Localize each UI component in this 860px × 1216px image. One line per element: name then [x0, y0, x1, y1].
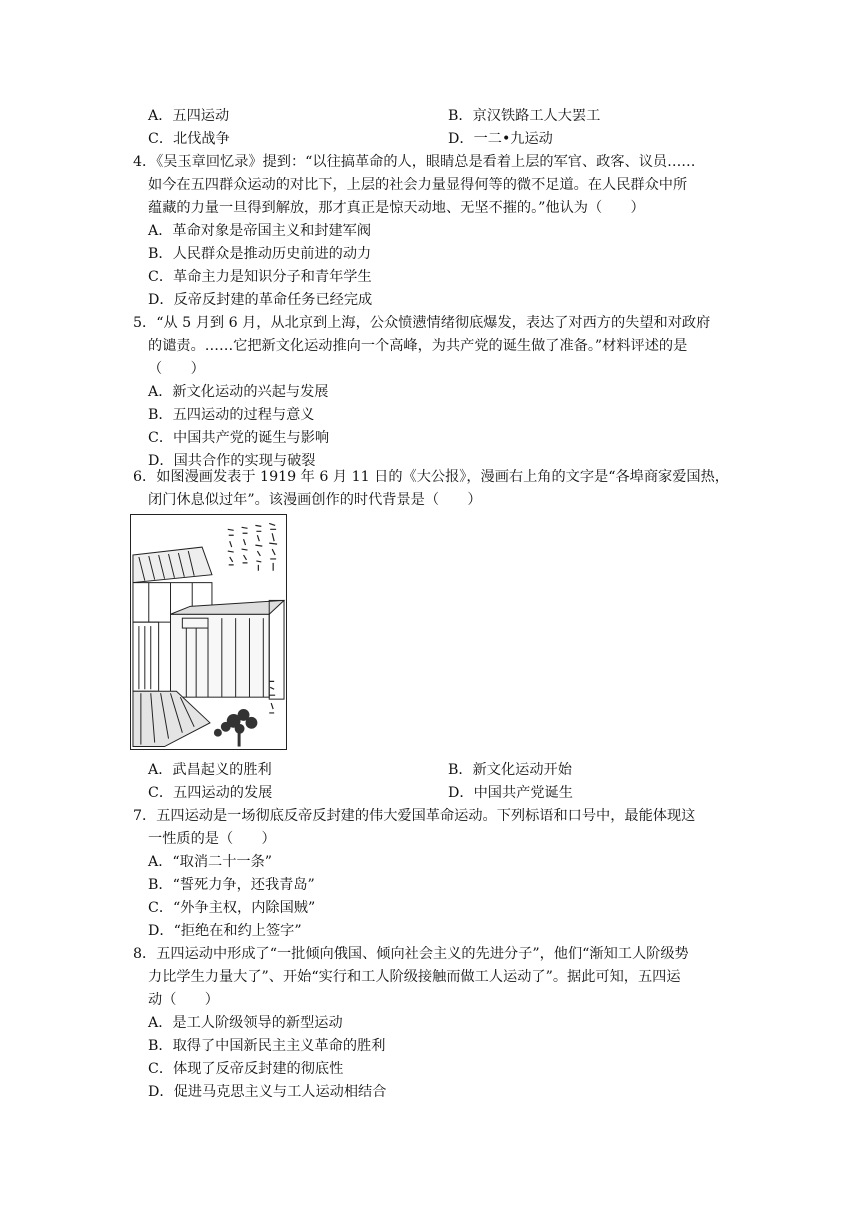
q3-option-b[interactable]: B．京汉铁路工人大罢工: [448, 108, 601, 124]
q6-option-a[interactable]: A．武昌起义的胜利: [148, 762, 272, 778]
q3-option-c[interactable]: C．北伐战争: [148, 131, 230, 147]
q5-stem-line-3: （ ）: [148, 361, 205, 377]
q3-option-d[interactable]: D．一二•九运动: [448, 131, 553, 147]
cartoon-image: [130, 514, 287, 750]
q7-option-c[interactable]: C．“外争主权，内除国贼”: [148, 900, 316, 916]
q5-option-d[interactable]: D．国共合作的实现与破裂: [148, 453, 316, 469]
q4-stem-line-2: 如今在五四群众运动的对比下，上层的社会力量显得何等的微不足道。在人民群众中所: [148, 177, 688, 193]
q7-option-d[interactable]: D．“拒绝在和约上签字”: [148, 923, 302, 939]
q4-stem-line-3: 蕴藏的力量一旦得到解放，那才真正是惊天动地、无坚不摧的。”他认为（ ）: [148, 200, 645, 216]
q4-option-c[interactable]: C．革命主力是知识分子和青年学生: [148, 269, 372, 285]
q8-option-c[interactable]: C．体现了反帝反封建的彻底性: [148, 1061, 344, 1077]
q5-option-b[interactable]: B．五四运动的过程与意义: [148, 407, 315, 423]
q8-stem-line-3: 动（ ）: [148, 992, 219, 1008]
q8-stem-line-1: 8．五四运动中形成了“一批倾向俄国、倾向社会主义的先进分子”，他们“渐知工人阶级势: [133, 946, 689, 962]
q5-option-a[interactable]: A．新文化运动的兴起与发展: [148, 384, 329, 400]
q7-stem-line-1: 7．五四运动是一场彻底反帝反封建的伟大爱国革命运动。下列标语和口号中，最能体现这: [133, 808, 696, 824]
q6-option-c[interactable]: C．五四运动的发展: [148, 785, 273, 801]
cartoon-drawing: [131, 515, 286, 749]
q4-stem-line-1: 4．《吴玉章回忆录》提到：“以往搞革命的人，眼睛总是看着上层的军官、政客、议员……: [133, 154, 696, 170]
q3-option-a[interactable]: A．五四运动: [148, 108, 230, 124]
q4-option-b[interactable]: B．人民群众是推动历史前进的动力: [148, 246, 372, 262]
q7-option-a[interactable]: A．“取消二十一条”: [148, 854, 273, 870]
q4-option-a[interactable]: A．革命对象是帝国主义和封建军阀: [148, 223, 372, 239]
q8-option-a[interactable]: A．是工人阶级领导的新型运动: [148, 1015, 343, 1031]
q5-option-c[interactable]: C．中国共产党的诞生与影响: [148, 430, 330, 446]
q8-option-d[interactable]: D．促进马克思主义与工人运动相结合: [148, 1084, 387, 1100]
q5-stem-line-1: 5．“从 5 月到 6 月，从北京到上海，公众愤懑情绪彻底爆发，表达了对西方的失望和对政府: [133, 315, 711, 331]
q6-stem-line-1: 6．如图漫画发表于 1919 年 6 月 11 日的《大公报》，漫画右上角的文字是“各埠商家爱国热，: [133, 469, 729, 485]
q7-stem-line-2: 一性质的是（ ）: [148, 831, 276, 847]
q7-option-b[interactable]: B．“誓死力争，还我青岛”: [148, 877, 315, 893]
q6-stem-line-2: 闭门休息似过年”。该漫画创作的时代背景是（ ）: [148, 492, 482, 508]
q8-stem-line-2: 力比学生力量大了”、开始“实行和工人阶级接触而做工人运动了”。据此可知，五四运: [148, 969, 681, 985]
q4-option-d[interactable]: D．反帝反封建的革命任务已经完成: [148, 292, 373, 308]
q6-option-d[interactable]: D．中国共产党诞生: [448, 785, 573, 801]
q8-option-b[interactable]: B．取得了中国新民主主义革命的胜利: [148, 1038, 386, 1054]
q6-option-b[interactable]: B．新文化运动开始: [448, 762, 572, 778]
q5-stem-line-2: 的谴责。……它把新文化运动推向一个高峰，为共产党的诞生做了准备。”材料评述的是: [148, 338, 688, 354]
